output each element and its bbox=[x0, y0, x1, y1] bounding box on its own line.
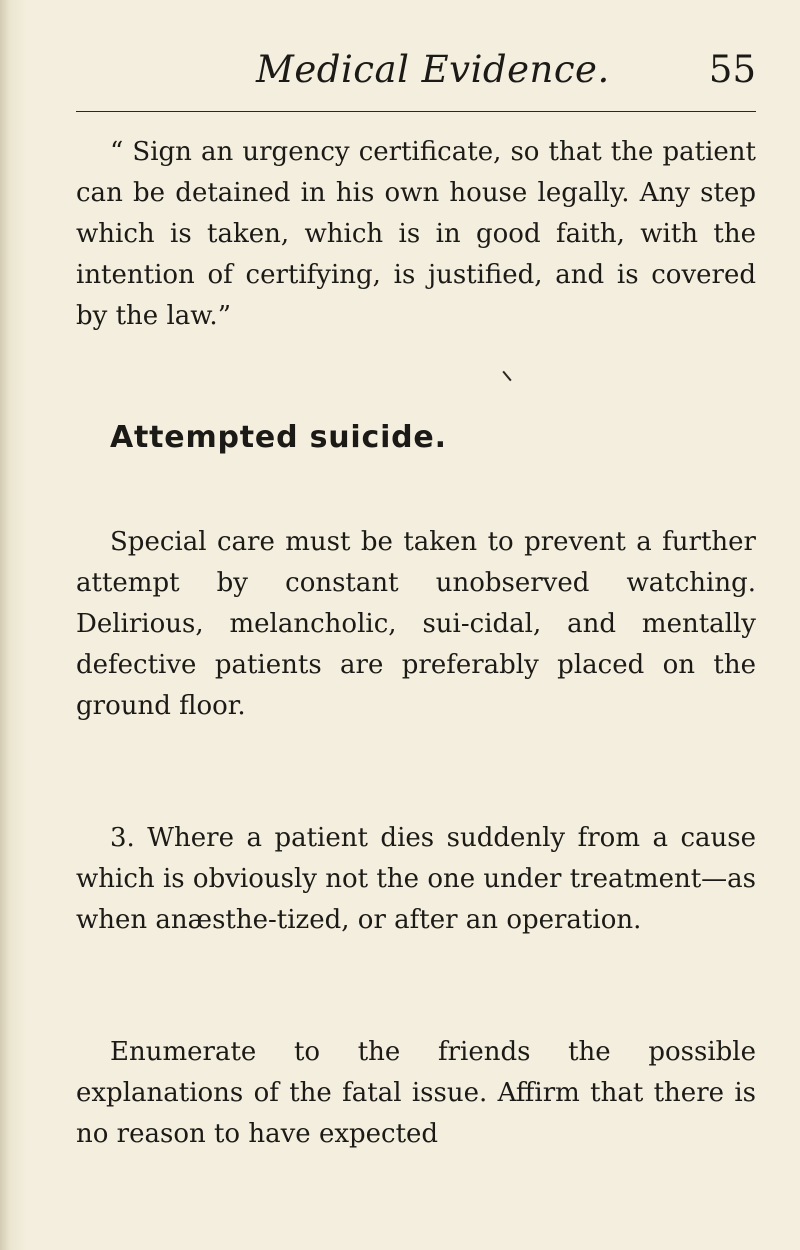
paragraph-enumerate: Enumerate to the friends the possible explanations of the fatal issue. Affirm that there is no reason to have expected bbox=[76, 1037, 756, 1149]
paragraph-special-care: Special care must be taken to prevent a further attempt by constant unobserved watching. Delirious, melancholic, sui-cidal, and mentally defective patients are preferably placed on the ground floor. bbox=[76, 527, 756, 721]
running-title: Medical Evidence. bbox=[256, 48, 610, 91]
paragraph-urgency-certificate: “ Sign an urgency certificate, so that the patient can be detained in his own house legally. Any step which is taken, which is in good faith, with the intention of certifying, is justified, and is covered by the law.” bbox=[76, 137, 756, 331]
stray-ink-mark bbox=[502, 371, 511, 381]
section-heading: Attempted suicide. bbox=[110, 420, 447, 455]
paragraph-sudden-death: 3. Where a patient dies suddenly from a cause which is obviously not the one under treatment—as when anæsthe-tized, or after an operation. bbox=[76, 823, 756, 935]
header-rule bbox=[76, 111, 756, 112]
page-number: 55 bbox=[708, 48, 756, 91]
page-header bbox=[76, 48, 756, 104]
